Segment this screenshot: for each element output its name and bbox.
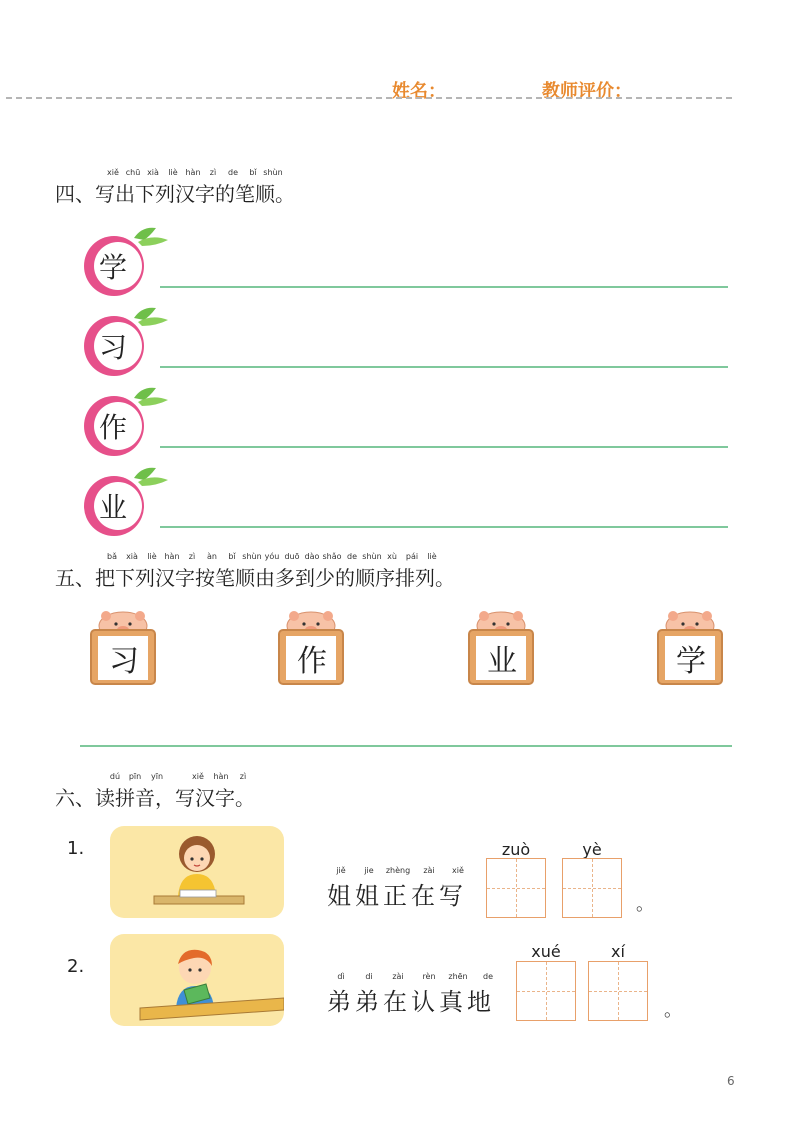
pinyin-syllable: zài <box>423 866 435 875</box>
item1-number: 1. <box>67 838 85 859</box>
pinyin-syllable: di <box>365 972 373 981</box>
radish-character-badge <box>82 306 172 376</box>
radish-character-badge <box>82 466 172 536</box>
pinyin-syllable: shǎo <box>322 552 342 561</box>
teacher-evaluation-label: 教师评价： <box>542 81 632 102</box>
pinyin-syllable: xiě <box>107 168 119 177</box>
pinyin-syllable: yīn <box>150 772 164 781</box>
item2-number: 2. <box>67 956 85 977</box>
pig-card-character: 学 <box>676 644 706 679</box>
pinyin-syllable: bǎ <box>107 552 117 561</box>
pinyin-syllable: xiě <box>452 866 464 875</box>
pinyin-syllable: xiě <box>192 772 204 781</box>
pinyin-syllable: pīn <box>128 772 142 781</box>
pig-character-card <box>88 608 158 686</box>
pinyin-syllable: liè <box>427 552 437 561</box>
sentence-text: 姐姐正在写 <box>327 882 467 910</box>
header-divider <box>6 97 732 99</box>
pinyin-syllable: bǐ <box>249 168 257 177</box>
pinyin-syllable: yóu <box>264 552 280 561</box>
pig-card-character: 习 <box>109 644 139 679</box>
pinyin-syllable: dào <box>304 552 320 561</box>
pinyin-syllable: àn <box>207 552 217 561</box>
pinyin-syllable: de <box>228 168 238 177</box>
radish-character-badge <box>82 226 172 296</box>
sentence-text: 弟弟在认真地 <box>327 988 495 1016</box>
pinyin-syllable: bǐ <box>228 552 236 561</box>
tianzige-writing-box[interactable] <box>516 961 576 1021</box>
pinyin-syllable: xià <box>126 552 138 561</box>
pinyin-syllable: dì <box>337 972 345 981</box>
box-pinyin: xué <box>531 942 561 961</box>
pinyin-syllable: hàn <box>213 772 229 781</box>
pig-card-character: 作 <box>297 644 327 679</box>
pinyin-syllable: xù <box>387 552 397 561</box>
pig-character-card <box>276 608 346 686</box>
pinyin-syllable: liè <box>147 552 157 561</box>
pinyin-syllable: rèn <box>422 972 436 981</box>
pinyin-syllable: shùn <box>242 552 262 561</box>
answer-line[interactable] <box>80 745 732 747</box>
pinyin-syllable: jie <box>364 866 374 875</box>
page-number: 6 <box>727 1074 735 1088</box>
box-pinyin: xí <box>611 942 625 961</box>
section6-title: 六、读拼音，写汉字。 <box>55 786 255 810</box>
pig-character-card <box>655 608 725 686</box>
radish-character: 习 <box>98 331 127 364</box>
pig-card-character: 业 <box>487 644 517 679</box>
pinyin-syllable: zhèng <box>385 866 411 875</box>
pinyin-syllable: de <box>347 552 357 561</box>
pinyin-syllable: zì <box>188 552 196 561</box>
tianzige-writing-box[interactable] <box>588 961 648 1021</box>
pinyin-syllable: chū <box>125 168 141 177</box>
tianzige-writing-box[interactable] <box>562 858 622 918</box>
pinyin-syllable: zì <box>209 168 217 177</box>
radish-character: 业 <box>98 491 127 524</box>
stroke-order-write-line[interactable] <box>160 366 728 368</box>
pinyin-syllable: xià <box>147 168 159 177</box>
section5-title: 五、把下列汉字按笔顺由多到少的顺序排列。 <box>55 566 455 590</box>
girl-writing-illustration <box>110 826 284 918</box>
pinyin-syllable: shùn <box>362 552 382 561</box>
pinyin-syllable: duō <box>284 552 300 561</box>
box-pinyin: yè <box>582 840 602 859</box>
pinyin-syllable: jiě <box>336 866 346 875</box>
stroke-order-write-line[interactable] <box>160 526 728 528</box>
radish-character: 作 <box>98 411 127 444</box>
pinyin-syllable: zì <box>239 772 247 781</box>
sentence-period: 。 <box>636 894 654 915</box>
tianzige-writing-box[interactable] <box>486 858 546 918</box>
boy-reading-illustration <box>110 934 284 1026</box>
radish-character: 学 <box>98 251 127 284</box>
stroke-order-write-line[interactable] <box>160 286 728 288</box>
pinyin-syllable: pái <box>405 552 419 561</box>
pinyin-syllable: hàn <box>164 552 180 561</box>
pinyin-syllable: de <box>483 972 493 981</box>
name-label: 姓名： <box>392 81 446 102</box>
pinyin-syllable: dú <box>109 772 121 781</box>
pig-character-card <box>466 608 536 686</box>
pinyin-syllable: shùn <box>263 168 283 177</box>
pinyin-syllable: zhēn <box>448 972 468 981</box>
pinyin-syllable: liè <box>168 168 178 177</box>
radish-character-badge <box>82 386 172 456</box>
section4-title: 四、写出下列汉字的笔顺。 <box>55 182 295 206</box>
pinyin-syllable: hàn <box>185 168 201 177</box>
pinyin-syllable: zài <box>392 972 404 981</box>
box-pinyin: zuò <box>501 840 531 859</box>
stroke-order-write-line[interactable] <box>160 446 728 448</box>
sentence-period: 。 <box>664 1000 682 1021</box>
